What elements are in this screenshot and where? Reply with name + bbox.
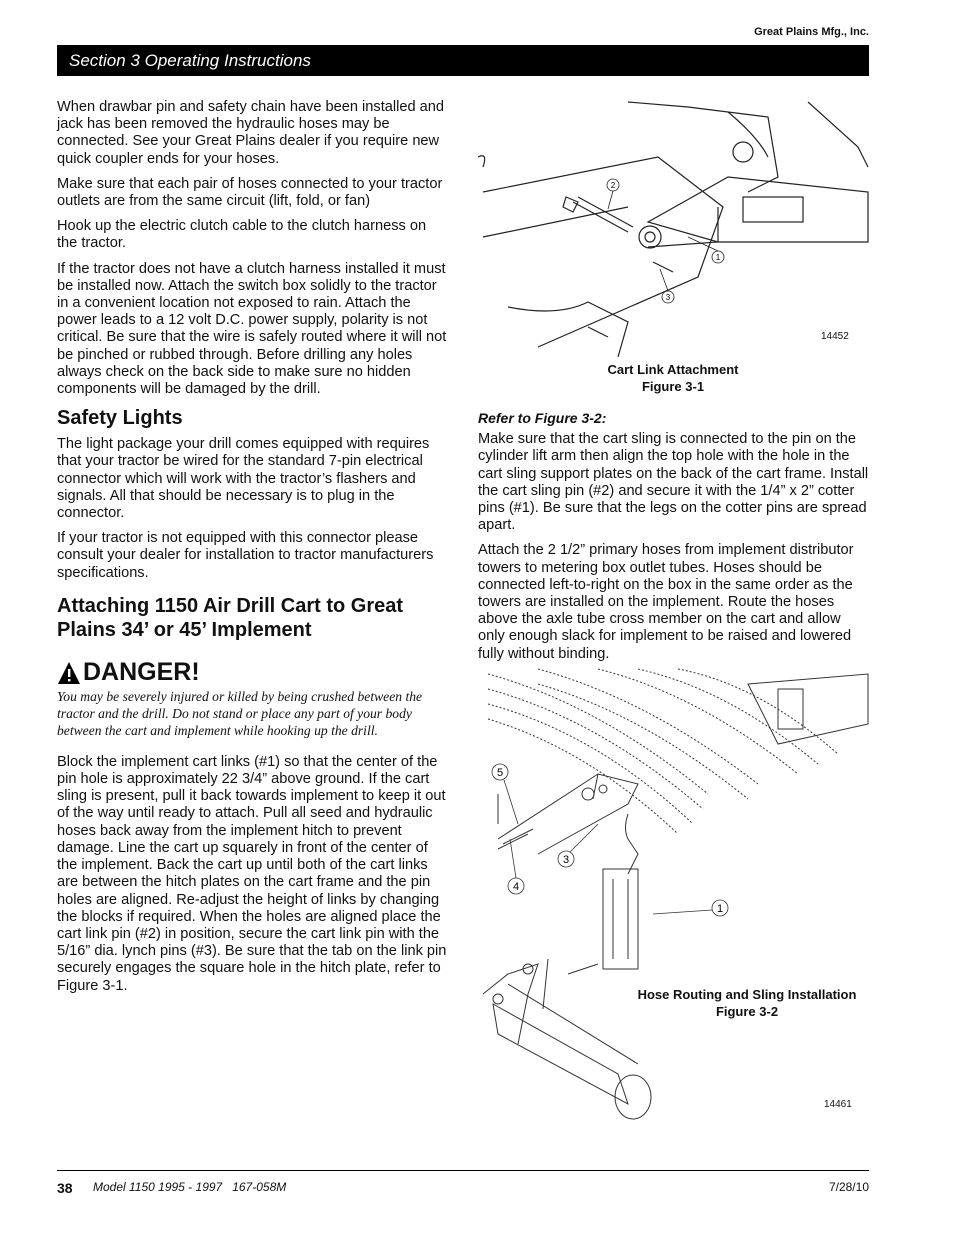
paragraph-light-package: The light package your drill comes equipped with requires that your tractor be wired for the standard 7-pin electrical connector which will work with the tractor’s flashers and signals. All that should be necessary is to plug in the connector.: [57, 436, 430, 522]
figure1-number: 14452: [821, 331, 849, 342]
figure2-callout-5: 5: [496, 767, 504, 779]
company-name: Great Plains Mfg., Inc.: [754, 26, 869, 38]
figure1-callout-2: 2: [610, 181, 616, 190]
figure-hose-routing: [478, 664, 870, 1134]
paragraph-clutch-cable: Hook up the electric clutch cable to the clutch harness on the tractor.: [57, 218, 427, 252]
warning-triangle-icon: [57, 661, 81, 685]
heading-safety-lights: Safety Lights: [57, 407, 183, 430]
revision-date: 7/28/10: [828, 1180, 869, 1194]
paragraph-circuit: Make sure that each pair of hoses connected to your tractor outlets are from the same circuit (lift, fold, or fan): [57, 175, 443, 210]
danger-title: DANGER!: [83, 658, 200, 687]
figure2-number: 14461: [824, 1099, 852, 1110]
figure1-callout-1: 1: [715, 253, 721, 262]
paragraph-primary-hoses: Attach the 2 1/2” primary hoses from implement distributor towers to metering box outlet tubes. Hoses should be connected left-to-right on the box in the same order as the towers are installed on the implement. Route the hoses above the axle tube cross member on the cart and allow only enough slack for implement to be raised and lowered fully without binding.: [478, 542, 854, 662]
figure2-callout-3: 3: [562, 854, 570, 866]
refer-figure-3-2: Refer to Figure 3-2:: [478, 410, 607, 426]
heading-attaching-cart: Attaching 1150 Air Drill Cart to Great Plains 34’ or 45’ Implement: [57, 594, 404, 641]
paragraph-clutch-harness: If the tractor does not have a clutch harness installed it must be installed now. Attach the switch box solidly to the tractor in a convenient location not exposed to rain. Attach the power leads to a 12 volt D.C. power supply, polarity is not critical. Be sure that the wire is safely routed where it will not be pinched or rubbed through. Before drilling any holes always check on the back side to make sure no hidden components will be damaged by the drill.: [57, 260, 447, 398]
paragraph-connector: If your tractor is not equipped with this connector please consult your dealer for installation to tractor manufacturers specifications.: [57, 530, 434, 581]
danger-text: You may be severely injured or killed by being crushed between the tractor and the drill. Do not stand or place any part of your body between the cart and implement while hooking up the drill.: [57, 688, 423, 738]
right-column: [478, 410, 870, 671]
paragraph-block-links: Block the implement cart links (#1) so that the center of the pin hole is approximately 22 3/4” above ground. If the cart sling is present, pull it back towards implement to keep it out of the way until ready to attach. Pull all seed and hydraulic hoses back away from the implement hitch to prevent damage. Line the cart up squarely in front of the center of the implement. Back the cart up until both of the cart links are between the hitch plates on the cart frame and the pin holes are aligned. Re-adjust the height of links by changing the blocks if required. When the holes are aligned place the cart link pin (#2) in position, secure the cart link pin with the 5/16” dia. lynch pins (#3). Be sure that the tab on the link pin securely engages the square hole in the hitch plate, refer to Figure 3-1.: [57, 753, 447, 994]
figure-cart-link-attachment: [478, 97, 870, 357]
left-column: [57, 99, 449, 1003]
page-number: 38: [57, 1180, 73, 1196]
footer-divider: [57, 1170, 869, 1171]
figure2-callout-1: 1: [716, 903, 724, 915]
figure1-caption: Cart Link Attachment Figure 3-1: [607, 362, 739, 394]
paragraph-cart-sling: Make sure that the cart sling is connected to the pin on the cylinder lift arm then align the top hole with the hole in the cart sling support plates on the back of the cart frame. Install the cart sling pin (#2) and secure it with the 1/4” x 2” cotter pins (#1). Be sure that the legs on the cotter pins are spread apart.: [478, 431, 869, 534]
danger-warning: [57, 658, 449, 739]
section-title-bar: Section 3 Operating Instructions: [57, 45, 869, 76]
figure2-caption: Hose Routing and Sling Installation Figure 3-2: [637, 987, 857, 1019]
paragraph-hoses: When drawbar pin and safety chain have been installed and jack has been removed the hydraulic hoses may be connected. See your Great Plains dealer if you require new quick coupler ends for your hoses.: [57, 99, 444, 167]
figure2-callout-4: 4: [512, 881, 520, 893]
figure1-callout-3: 3: [665, 293, 671, 302]
model-info: Model 1150 1995 - 1997 167-058M: [93, 1180, 287, 1194]
